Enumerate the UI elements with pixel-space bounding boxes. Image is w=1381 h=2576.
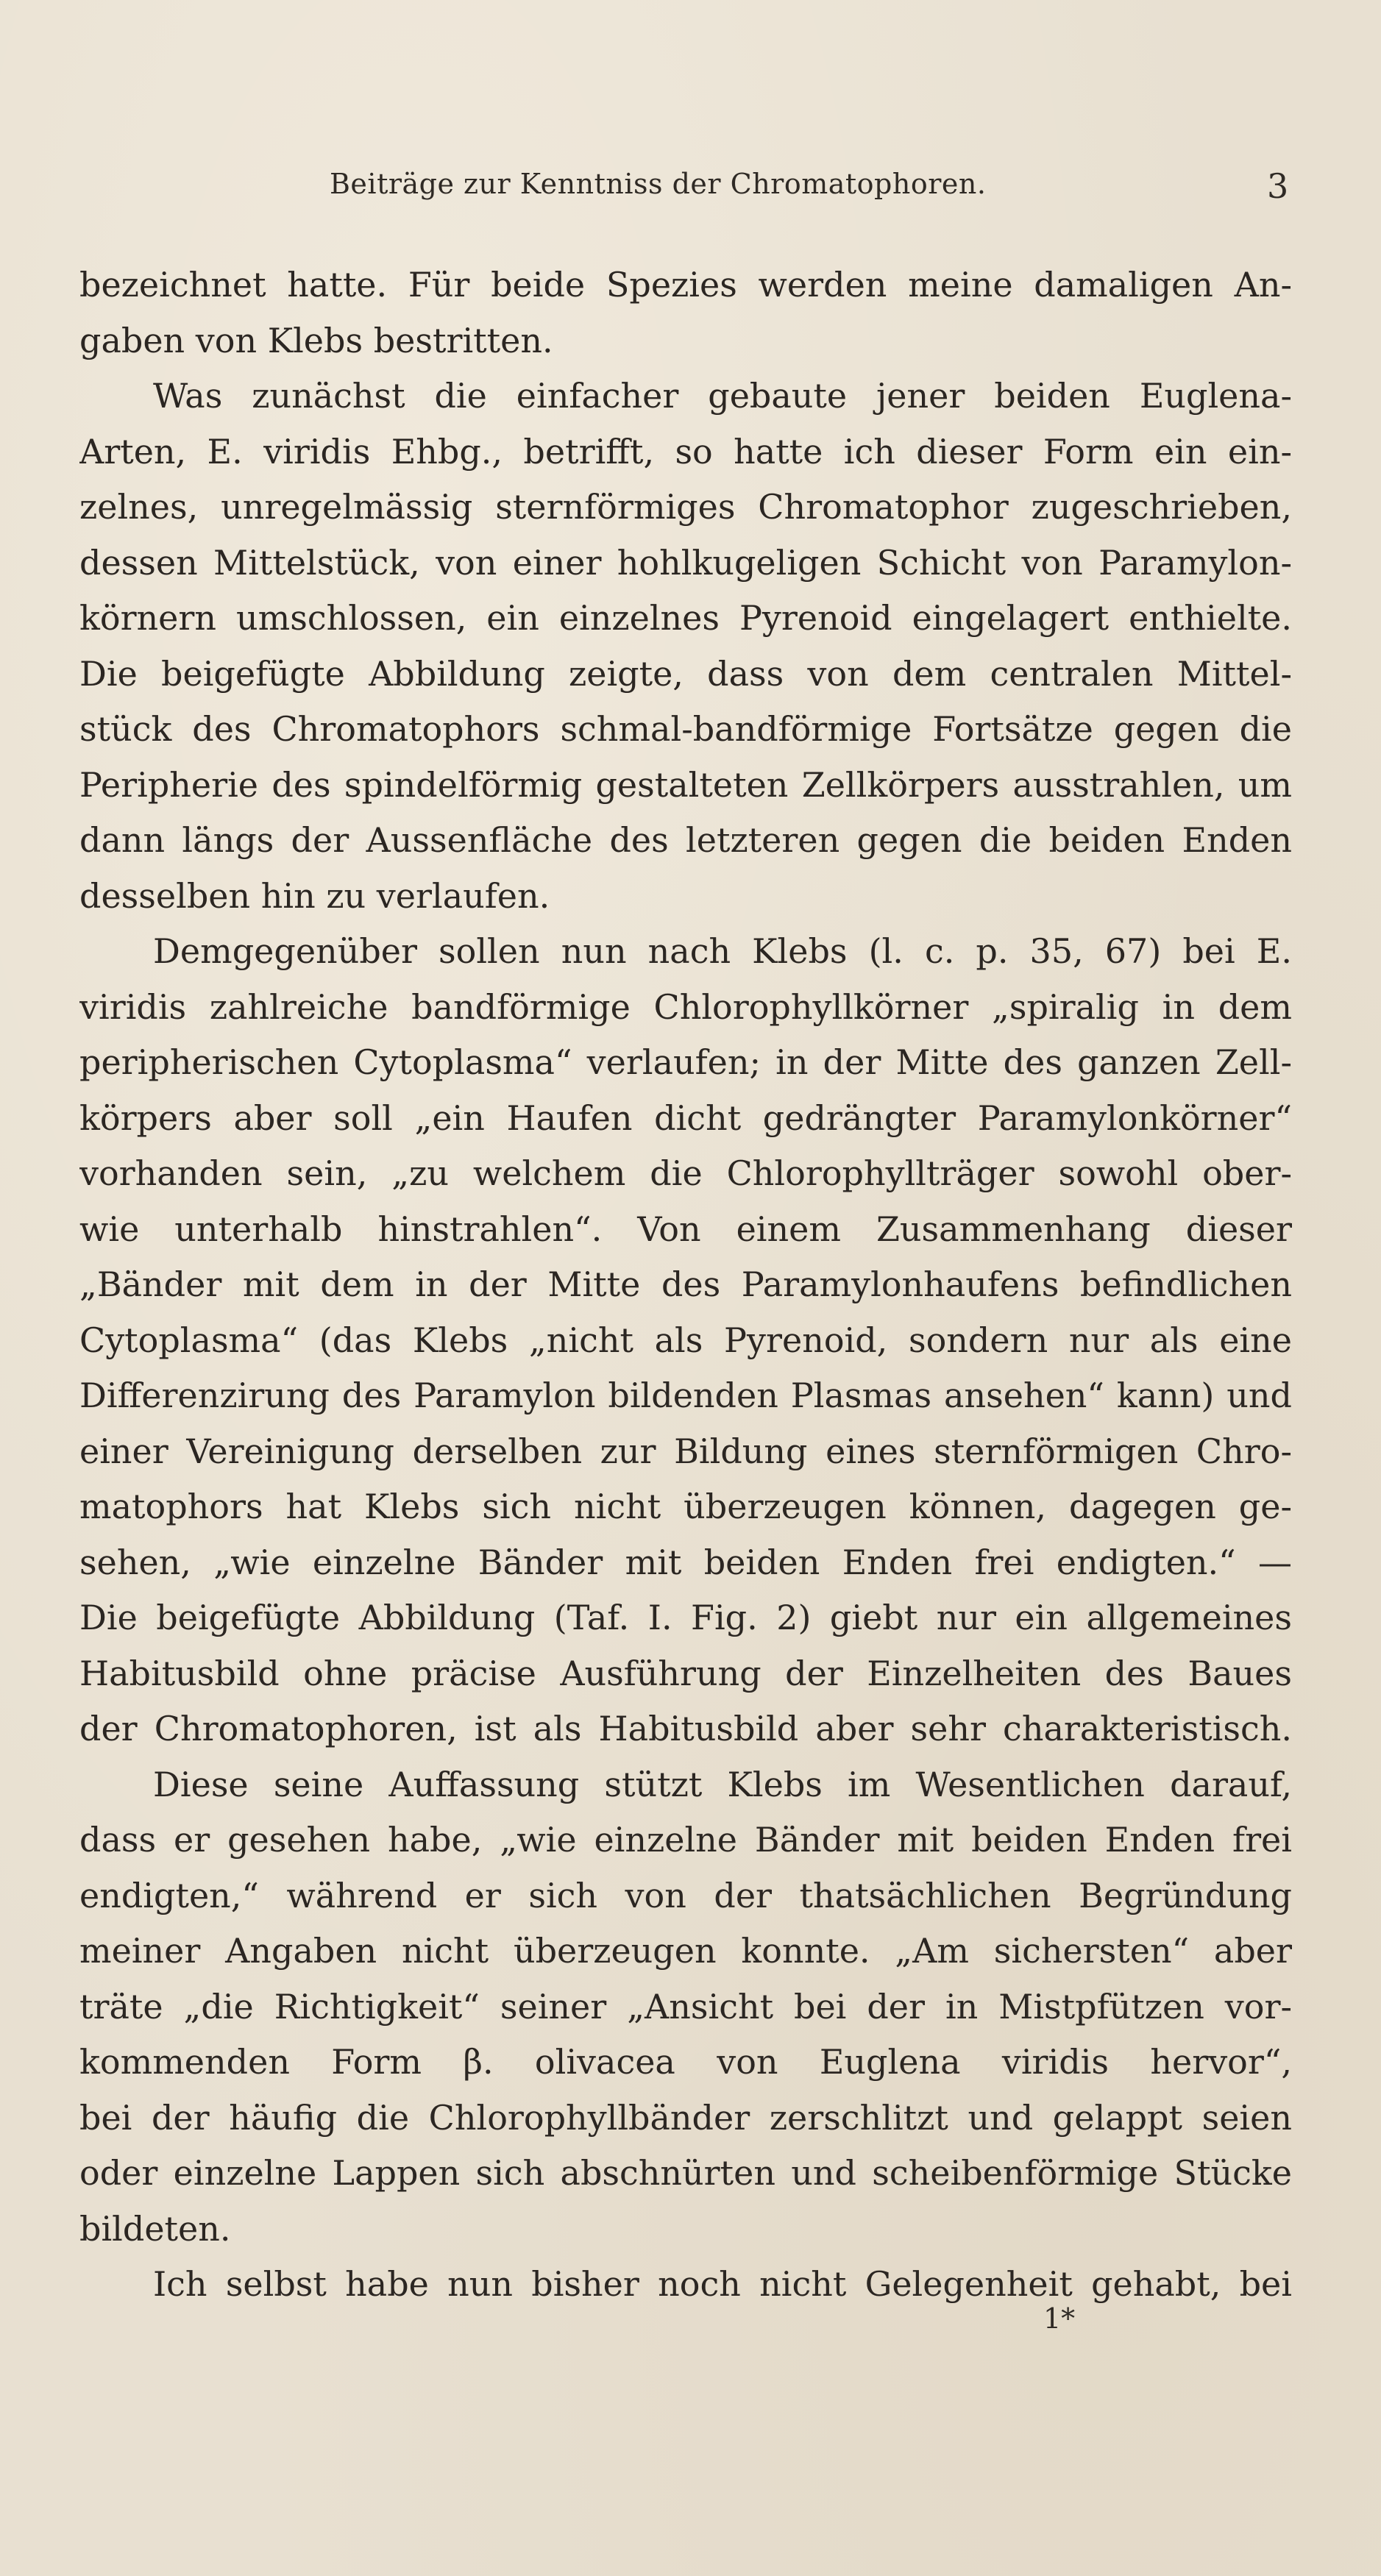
paragraph-start-line: Ich selbst habe nun bisher noch nicht Gelegenheit gehabt, bei	[153, 2264, 1292, 2304]
body-text	[79, 257, 1292, 2313]
text-line: einer Vereinigung derselben zur Bildung eines sternförmigen Chro-	[79, 1431, 1292, 1471]
text-line: bezeichnet hatte. Für beide Spezies werden meine damaligen An-	[79, 265, 1292, 305]
text-line: dann längs der Aussenfläche des letzteren gegen die beiden Enden	[79, 820, 1292, 860]
text-line: körpers aber soll „ein Haufen dicht gedrängter Paramylonkörner“	[79, 1097, 1292, 1138]
text-line: bei der häufig die Chlorophyllbänder zerschlitzt und gelappt seien	[79, 2097, 1292, 2138]
running-head-title: Beiträge zur Kenntniss der Chromatophoren.	[330, 168, 987, 200]
text-line: viridis zahlreiche bandförmige Chlorophyllkörner „spiralig in dem	[79, 986, 1292, 1027]
text-line: träte „die Richtigkeit“ seiner „Ansicht bei der in Mistpfützen vor-	[79, 1986, 1292, 2027]
text-line: der Chromatophoren, ist als Habitusbild aber sehr charakteristisch.	[79, 1709, 1292, 1748]
text-line: körnern umschlossen, ein einzelnes Pyrenoid eingelagert enthielte.	[79, 598, 1292, 638]
text-line: vorhanden sein, „zu welchem die Chlorophyllträger sowohl ober-	[79, 1153, 1292, 1193]
text-line: „Bänder mit dem in der Mitte des Paramylonhaufens befindlichen	[79, 1264, 1292, 1304]
text-line: bildeten.	[79, 2208, 231, 2249]
text-line: wie unterhalb hinstrahlen“. Von einem Zusammenhang dieser	[79, 1209, 1292, 1249]
text-line: matophors hat Klebs sich nicht überzeugen können, dagegen ge-	[79, 1487, 1292, 1526]
text-line: Cytoplasma“ (das Klebs „nicht als Pyrenoid, sondern nur als eine	[79, 1320, 1292, 1360]
text-line: Die beigefügte Abbildung zeigte, dass von dem centralen Mittel-	[79, 653, 1292, 694]
text-line: oder einzelne Lappen sich abschnürten und scheibenförmige Stücke	[79, 2153, 1292, 2193]
text-line: stück des Chromatophors schmal-bandförmige Fortsätze gegen die	[79, 709, 1292, 749]
text-line: endigten,“ während er sich von der thatsächlichen Begründung	[79, 1875, 1292, 1915]
text-line: sehen, „wie einzelne Bänder mit beiden Enden frei endigten.“ —	[79, 1542, 1292, 1582]
text-line: dessen Mittelstück, von einer hohlkugeligen Schicht von Paramylon-	[79, 542, 1292, 583]
text-line: dass er gesehen habe, „wie einzelne Bänder mit beiden Enden frei	[79, 1820, 1292, 1860]
text-line: meiner Angaben nicht überzeugen konnte. „Am sichersten“ aber	[79, 1931, 1292, 1971]
text-line: Peripherie des spindelförmig gestalteten Zellkörpers ausstrahlen, um	[79, 764, 1292, 805]
text-line: zelnes, unregelmässig sternförmiges Chromatophor zugeschrieben,	[79, 487, 1292, 527]
text-line: Arten, E. viridis Ehbg., betrifft, so hatte ich dieser Form ein ein-	[79, 431, 1292, 472]
paragraph-start-line: Was zunächst die einfacher gebaute jener beiden Euglena-	[153, 376, 1292, 416]
text-line: gaben von Klebs bestritten.	[79, 320, 553, 360]
text-line: Habitusbild ohne präcise Ausführung der Einzelheiten des Baues	[79, 1653, 1292, 1693]
paragraph-start-line: Diese seine Auffassung stützt Klebs im Wesentlichen darauf,	[153, 1764, 1292, 1804]
text-line: Die beigefügte Abbildung (Taf. I. Fig. 2) giebt nur ein allgemeines	[79, 1598, 1292, 1637]
paragraph-start-line: Demgegenüber sollen nun nach Klebs (l. c. p. 35, 67) bei E.	[153, 931, 1292, 971]
signature-mark: 1*	[1043, 2302, 1076, 2335]
text-line: peripherischen Cytoplasma“ verlaufen; in der Mitte des ganzen Zell-	[79, 1042, 1292, 1082]
text-line: Differenzirung des Paramylon bildenden Plasmas ansehen“ kann) und	[79, 1376, 1292, 1415]
page-number: 3	[1267, 166, 1289, 206]
text-line: desselben hin zu verlaufen.	[79, 875, 550, 916]
text-line: kommenden Form β. olivacea von Euglena viridis hervor“,	[79, 2042, 1292, 2082]
